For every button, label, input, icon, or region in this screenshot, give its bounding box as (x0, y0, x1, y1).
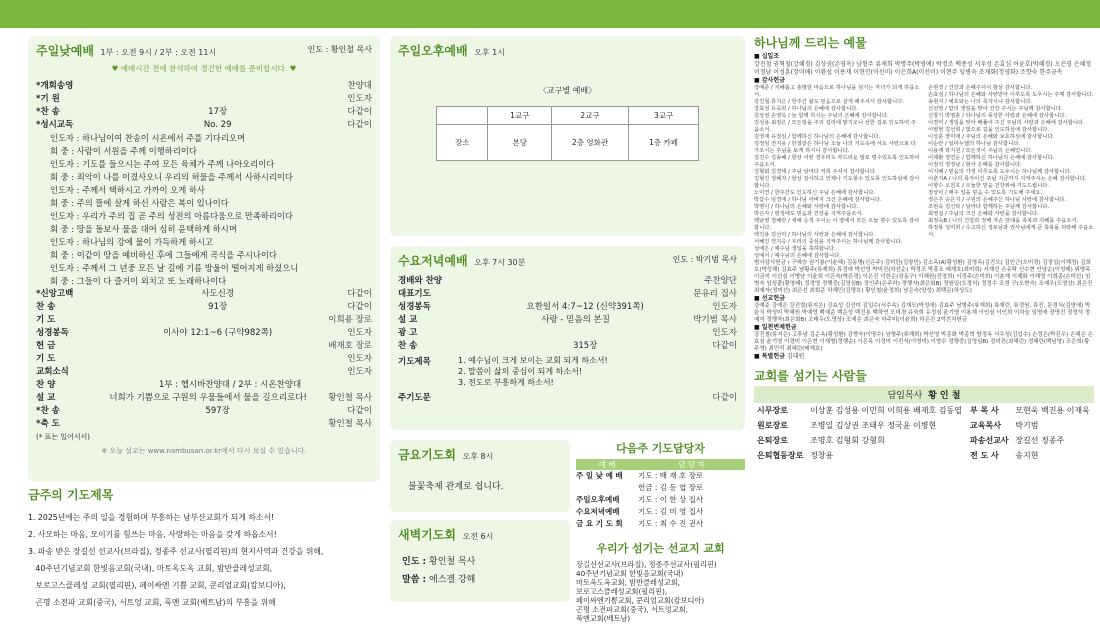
tithe-section: ■ 십일조 (754, 53, 780, 60)
thanks-entry: 정은주 승은지 / 구원의 은혜주신 하나님 사랑에 감사합니다. (928, 197, 1067, 203)
thanks-entry: 신선영 / 받의 생일을 맞아 건강 주시는 주님께 감사합니다. (928, 106, 1063, 112)
thanks-entry: 김성용 최정은 / 모든일을 주의 섭리에 맡기오니 선한 길로 인도하여 주옵소서. (754, 120, 916, 133)
bottom-middle (390, 440, 745, 623)
thanks-entry: 성예은 / 예수님 생일을 축하합니다. (754, 246, 836, 252)
order-row: *성시교독 No. 29 다같이 (36, 120, 372, 130)
mission-offering-text: 강예준 강예은 강진철(류지은) 강효성 김선미 김입수(서수옥) 김재모(박성애) 김효주 남형주(류재희) 류재린, 류정원, 류진, 문경식(김영애) 박윤식 박성미 박혜원 박예영 백예준 백은성 백진용 백하연 오미경 유숙희 유정심 윤기영 이용재 이인심 이인희 이하늘 임명애 장명진 정정석 정예지 정행자(최은회B) 조태우(도영상) 조예은 최은숙 하주미(이윤희) 하은진 2억친지헌금 (754, 303, 1091, 323)
prayer-item: 1. 2025년에는 주의 일을 경험하며 부흥하는 남부산교회가 되게 하소서! (28, 513, 275, 522)
year-offering-section: ■ 일천번제헌금 (754, 324, 797, 331)
mission-line: 보로고스클레성교회(필리핀), (576, 587, 668, 596)
dawn-title: 새벽기도회 (398, 528, 456, 542)
thanks-entry: 이춘지A / 나의 목자이신 주님 지금까지 지켜주시는 은혜 감사합니다. (928, 176, 1087, 182)
order-row: *찬 송 597장 다같이 (36, 406, 372, 416)
friday-prayer-panel (390, 440, 570, 512)
next-week-row: 헌금 : 김 동 엽 장로 (638, 483, 704, 492)
responsive-line: 회 중 : 땅을 돌보사 물을 대어 심히 윤택하게 하시며 (50, 224, 237, 234)
responsive-line: 인도자 : 주께서 그 년중 모든 날 길에 기름 방울이 떨어지게 하셨으니 (50, 263, 299, 273)
thanks-entry: 김형회 김경태 / 주님 날마다 저희 주셔서 감사합니다. (754, 169, 877, 175)
order-row: 대표기도 문유리 집사 (398, 289, 737, 299)
thanks-entry: 이경미 / 생일을 맞아 배풀어 주신 주님의 사랑과 은혜에 감사합니다. (928, 120, 1085, 126)
left-column (28, 36, 380, 611)
middle-column (390, 36, 745, 623)
prayer-item: 3. 파송 받은 장길선 선교사(브라질), 정종주 선교사(필리핀)의 현지사역과 건강을 위해, (28, 547, 324, 556)
responsive-line: 인도자 : 주께서 택하시고 가까이 오게 하사 (50, 185, 205, 195)
thanks-entry: 노미연 / 한주간도 인도하신 주님 은혜에 감사합니다. (754, 190, 876, 196)
responsive-line: 회 중 : 죄악이 나를 이겼사오니 우리의 허물을 주께서 사하시리이다 (50, 172, 293, 182)
next-week-row: 수요저녁예배 기도 : 김 미 영 집사 (576, 507, 704, 516)
responsive-line: 회 중 : 이같이 땅을 예비하신 후에 그들에게 곡식을 주시나이다 (50, 250, 277, 260)
mission-line: 40주년기념교회 한빛음교회(국내) (576, 569, 684, 578)
stand-note: (* 표는 일어서서) (36, 433, 90, 441)
thanks-names: 범사감사헌금 / 구예승 권기봉(이윤혜) 김동명(신은주) 김미란(김창민) 김소옥(A(황성환) 김영옥(김진오) 김인근(오미경) 김정섭(이해정) 김희호(박성해) 김효주 남황주(류재희) 류경애 박선영 박미진(차선순) 박정조 박흥조 배재호(최미희) 서재선 손유탁 신수현 안남순(이성배) 위명옥 이금지 이선심 이병남 이윤희 이은숙(박은경) 이은진 이한순(장동구) 이해원(전정희) 이정주(손미희) 이춘재 이제화 이해영 이희종(손미선) 임병숙 임성출(황영태) 정경영 정행중(김영심B) 정인주(은주하) 정행자(최은회B) 정원일(오경석) 정정수 조경 구(오현숙) 조예우(도영상) 최은진 최예자(정미선) 최은선 최회준 하혜민(김명호) 황인철(윤정희) 남은숙(양성) 최택문(하상도) (754, 260, 1093, 294)
dawn-prayer-panel (390, 520, 570, 602)
thanks-entry: 최정숙B / 나의 건강과 정해 자손 만대을 축복과 지혜를 주옵소서. (928, 218, 1079, 224)
thanks-entry: 이정석 정정남 / 현사 은혜를 감사합니다. (928, 162, 1022, 168)
thanks-entry: 강예준 / 지혜롭고 총명한 마음으로 하나님을 섬기는 자녀가 되게 하옵소서. (754, 85, 920, 98)
servants-title: 교회를 섬기는 사람들 (754, 369, 867, 383)
mission-line: 곤명 소전파교회(중국), 서트엉교회, (576, 605, 688, 614)
responsive-reading (36, 132, 372, 288)
prayer-item: 곤명 소전파 교회(중국), 서트엉 교회, 푹맨 교회(베트남)의 부흥을 위해 (28, 598, 276, 607)
afternoon-service-title: 주일오후예배 (398, 44, 468, 58)
thanks-entry: 이병현 김선희 / 빛으로 길을 인도하심에 감사합니다. (928, 127, 1050, 133)
thanks-entry: 송현지 / 예호와는 나의 목자시니 감사합니다. (928, 99, 1032, 105)
thanks-entry: 김영재 유정심 / 함께하신 하나님의 은혜에 감사합니다. (754, 134, 881, 140)
top-banner (0, 0, 1100, 28)
wednesday-service-panel (390, 246, 745, 430)
order-row: *찬 송 17장 다같이 (36, 107, 372, 117)
order-row: *축 도 황인철 목사 (36, 419, 372, 429)
thanks-entry: 김정임 전지웅 / 한결같은 하나님 오늘 나의 기도속에 서도 사랑으로 다가오시는 주님을 보게 하시니 감사합니다. (754, 141, 916, 154)
thanks-entry: 성예서 / 예수님의 은혜에 감사합니다. (754, 253, 841, 259)
responsive-line: 인도자 : 기도를 들으시는 주여 모든 육체가 주께 나아오리이다 (50, 159, 275, 169)
servants-row: 은퇴장로 조명호 김형회 강형희 파송선교사 장길선 정종주 (757, 436, 1065, 445)
morning-service-panel (28, 36, 380, 482)
afternoon-service-time: 오후 1시 (474, 48, 505, 57)
thanks-entry: 이지혜 / 믿음의 가정 이루도록 도우시는 하나님께 감사합니다. (928, 169, 1072, 175)
thanks-entry: 김형진 정혜자 / 항상 감사하고 언제나 기도할수 있도록 인도하심에 감사합니다. (754, 176, 920, 189)
next-week-header: 예 배 담 당 자 (576, 459, 745, 470)
missions-list (576, 560, 745, 623)
order-row: 광 고 인도자 (398, 328, 737, 338)
thanks-entry: 김상권 손영옥 / 늘 함께 하시는 주님의 은혜에 감사합니다. (754, 113, 889, 119)
servants-row: 원로장로 조병일 김상권 조태우 정국윤 이병현 교육목사 박기범 (757, 421, 1039, 430)
morning-notice: ♥ 예배시간 전에 참석하여 경건한 예배를 준비합시다. ♥ (111, 64, 297, 73)
thanks-entry: 최영실 / 주님의 크신 은혜와 사랑을 감사합니다. (928, 211, 1039, 217)
thanks-entry: 손효심 / 하나님의 은혜와 사랑받아 이루도록 도우시는 주께 감사합니다. (928, 92, 1094, 98)
class-worship-table: 1교구 2교구 3교구 장소 본당 2층 영화관 1층 카페 (436, 106, 699, 161)
order-row: *기 원 인도자 (36, 94, 372, 104)
thanks-entry: 이향수 오원호 / 오늘한 믿음 건강위해 기도드립니다. (928, 183, 1050, 189)
morning-service-title: 주일낮예배 (36, 44, 94, 58)
lords-prayer-row: 주기도문 다같이 (398, 393, 737, 403)
mission-line: 장길선선교사(브라질), 정종주선교사(필리핀) (576, 560, 717, 569)
order-row: 찬 양 1부 : 헵시바찬양대 / 2부 : 시온찬양대 (36, 380, 302, 390)
order-row: 설 교 너희가 기쁨으로 구원의 우물들에서 물을 길으리로다! 황인철 목사 (36, 393, 372, 403)
morning-order-list (36, 80, 372, 132)
responsive-line: 회 중 : 사람이 서원을 주께 이행하리이다 (50, 146, 197, 156)
afternoon-service-panel (390, 36, 745, 236)
next-week-row: 주일오후예배 기도 : 이 한 상 집사 (576, 495, 704, 504)
thanks-entry: 서혜진 전지응 / 우리의 중심을 지켜주시는 하나님께 감사합니다. (754, 239, 903, 245)
prayer-item: 2. 사모하는 마음, 모이기를 힘쓰는 마음, 사랑하는 마음을 갖게 하옵소서! (28, 530, 277, 539)
order-row: 찬 송 91장 다같이 (36, 302, 372, 312)
right-column (754, 34, 1094, 463)
wednesday-service-leader: 인도 : 박기범 목사 (672, 255, 737, 264)
tithe-text: 강진철 권혁철(강혜경) 김상권(손영옥) 남형주 류재희 박명주(박영애) 박정조 백종성 서우성 손효심 어윤호(박혜경) 오은영 은혜정 이정남 이성훈(장미애) 이환섭 이용재 이현민(이선미) 이은희A(이선미) 이현주 임병숙 조재화(정영화) 조향숙 한주금속 (754, 61, 1092, 76)
order-row: 찬 송 315장 다같이 (398, 341, 737, 351)
morning-service-time: 1부 : 오전 9시 / 2부 : 오전 11시 (100, 48, 217, 57)
thanks-entry: 이용재 곽지원 / 모든것이 주님의 은혜입니다. (928, 148, 1032, 154)
order-row: 교회소식 인도자 (36, 367, 372, 377)
order-row: *신앙고백 사도신경 다같이 (36, 289, 372, 299)
thanks-entry: 손현경 / 건강과 은혜주셔서 항상 감사합니다. (928, 85, 1032, 91)
thanks-entry: 이상훈 장미애 / 주님의 은혜와 보호하심에 감사합니다. (928, 134, 1055, 140)
friday-time: 오후 8시 (462, 452, 494, 461)
responsive-line: 인도자 : 하나님이여 찬송이 시온에서 주를 기다리오며 (50, 133, 245, 143)
next-week-title: 다음주 기도담당자 (616, 442, 705, 455)
next-week-row: 금 요 기 도 회 기도 : 최 수 진 권사 (576, 519, 704, 528)
prayer-item: 보로고스클레성 교회(필리핀), 페이싸엔 기쁨 교회, 쿤리엄교회(캄보디아), (28, 581, 286, 590)
mission-offering-section: ■ 선교헌금 (754, 295, 785, 302)
next-week-row: 주 일 낮 예 배 기도 : 배 재 호 장로 (576, 471, 704, 480)
order-row: 기 도 인도자 (36, 354, 372, 364)
prayer-title: 금주의 기도제목 (28, 488, 114, 502)
web-note: ※ 오늘 설교는 www.nambusan.or.kr에서 다시 보실 수 있습니다. (101, 447, 307, 455)
wednesday-service-time: 오후 7시 30분 (474, 258, 526, 267)
thanks-entry: 박명이 / 하나님의 은혜와 사랑에 감사합니다. (754, 204, 858, 210)
mission-line: 마토옥도옥교회, 밤반클레성교회, (576, 578, 681, 587)
next-week-rows (576, 470, 745, 530)
thanks-entry: 박갑수 임경애 / 하나님 아버지 크신 은혜에 감사합니다. (754, 197, 882, 203)
servants-table (754, 403, 1094, 463)
wednesday-prayers: 기도제목 1. 예수님이 크게 보이는 교회 되게 하소서! 2. 말씀이 삶의 중심이 되게 하소서! 3. 전도로 부흥하게 하소서! (398, 356, 608, 387)
order-row: 경배와 찬양 주찬양단 (398, 276, 737, 286)
thanks-entry: 조현숙 김신탁 / 날마다 함께하는 주님께 감사합니다. (928, 204, 1050, 210)
mission-line: 푹맨교회(베트남) (576, 614, 631, 623)
wednesday-order-list (398, 275, 737, 353)
thanks-entry: 백남영 정혜란 / 새해 승적 주시는 이 땅에서 모든 오늘 평수 있도록 감사합니다. (754, 218, 920, 231)
order-row: 기 도 이희용 장로 (36, 315, 372, 325)
wednesday-prayer-item: 2. 말씀이 삶의 중심이 되게 하소서! (458, 367, 583, 376)
pastor-row: 담임목사 황 인 철 (754, 386, 1094, 403)
thanks-entry: 강효성 유숙희 / 하나님의 은혜에 감사합니다. (754, 106, 858, 112)
order-row: 성경봉독 이사야 12:1~6 (구약982쪽) 인도자 (36, 328, 372, 338)
order-row: 설 교 사랑 - 믿음의 본질 박기범 목사 (398, 315, 737, 325)
thanks-entry: 강진철 류지은 / 한주간 삶도 믿음으로 살게 해주셔서 감사합니다. (754, 99, 904, 105)
mission-line: 페이싸엔기쁨교회, 쿤리엄교회(캄보디아) (576, 596, 705, 605)
dawn-details: 인도 : 황인철 목사 말씀 : 에스겔 강해 (402, 557, 476, 585)
thanks-entry: 김진수 김송혜 / 항상 어떤 경우라도 부드러운 말로 평수있도록 인도하여 주옵소서. (754, 155, 920, 168)
thanks-grid (754, 85, 1094, 260)
year-offering-text: 강진철(류지은) 고후남 김순옥(황성환) 김향숙(이명수) 남형주(류재희) 박선영 박종화 박종혁 방정옥 서우성(김입수) 손정은(박진우) 손해은 손효심 윤기영 이경미 이은현 이재명(정행순) 이은옥 이정미 이진석(이영미) 이향수 정행중(김영심B) 정미진(최혜린) 정혜란(백남영) 조은희(황주영) 최민석 최혜린(배재호) (754, 332, 1093, 352)
prayer-list (28, 509, 380, 611)
thanks-entry: 이재환 정연순 / 함께하신 하나님의 은혜에 감사합니다. (928, 155, 1055, 161)
responsive-line: 인도자 : 하나님의 강에 물이 가득하게 하시고 (50, 237, 213, 247)
special-offering: ■ 특별헌금 김대원 (754, 353, 805, 360)
order-row: *개회송영 찬양대 (36, 81, 372, 91)
thanks-entry: 하정봉 성미희 / 수고하신 정로님과 권사님에게 큰 축복을 허락해 주옵소서. (928, 225, 1094, 238)
prayer-item: 40주년기념교회 한빛음교회(국내), 마토옥도옥 교회, 밤반클레성교회, (28, 564, 273, 573)
responsive-line: 인도자 : 우리가 주의 집 곧 주의 성전의 아름다움으로 만족하리이다 (50, 211, 293, 221)
thanks-section: ■ 감사헌금 (754, 77, 785, 84)
wednesday-prayer-item: 3. 전도로 부흥하게 하소서! (458, 378, 554, 387)
offerings-title: 하나님께 드리는 예물 (754, 36, 867, 50)
class-worship-title: 〈교구별 예배〉 (538, 86, 597, 95)
thanks-entry: 신창기 박영훈 / 하나님의 풍성한 사랑과 은혜에 감사합니다. (928, 113, 1067, 119)
responsive-line: 회 중 : 주의 뜰에 살게 하신 사람은 복이 있나이다 (50, 198, 229, 208)
responsive-line: 회 중 : 그들이 다 즐거이 외치고 또 노래하나이다 (50, 276, 227, 286)
missions-title: 우리가 섬기는 선교지 교회 (596, 542, 725, 555)
thanks-entry: 박은자 / 평생에도 믿음과 건강을 지켜주옵소서. (754, 211, 864, 217)
wednesday-prayer-item: 1. 예수님이 크게 보이는 교회 되게 하소서! (458, 356, 608, 365)
morning-service-leader: 인도 : 황인철 목사 (307, 45, 372, 54)
order-row: 헌 금 배재호 장로 (36, 341, 372, 351)
morning-order-list-2 (36, 288, 372, 431)
thanks-entry: 이순란 / 일마누엘의 하나님 감사합니다. (928, 141, 1021, 147)
servants-row: 은퇴협동장로 정창용 전 도 사 송지현 (757, 451, 1039, 460)
wednesday-service-title: 수요저녁예배 (398, 254, 468, 268)
thanks-entry: 정상미 / 매주 일을 믿음 수 있도록 기도해 주세요. (928, 190, 1043, 196)
friday-title: 금요기도회 (398, 448, 456, 462)
servants-row: 시무장로 이상훈 김성용 이민희 이희용 배재호 김동엽 부 목 사 모현욱 백진용 이재욱 (757, 406, 1090, 415)
order-row: 성경봉독 요한일서 4:7~12 (신약391쪽) 인도자 (398, 302, 737, 312)
thanks-entry: 백진용 김선미 / 하나님의 사랑과 은혜에 감사합니다. (754, 232, 876, 238)
dawn-time: 오전 6시 (462, 532, 494, 541)
friday-text: 불꽃축제 관계로 쉽니다. (408, 482, 504, 492)
